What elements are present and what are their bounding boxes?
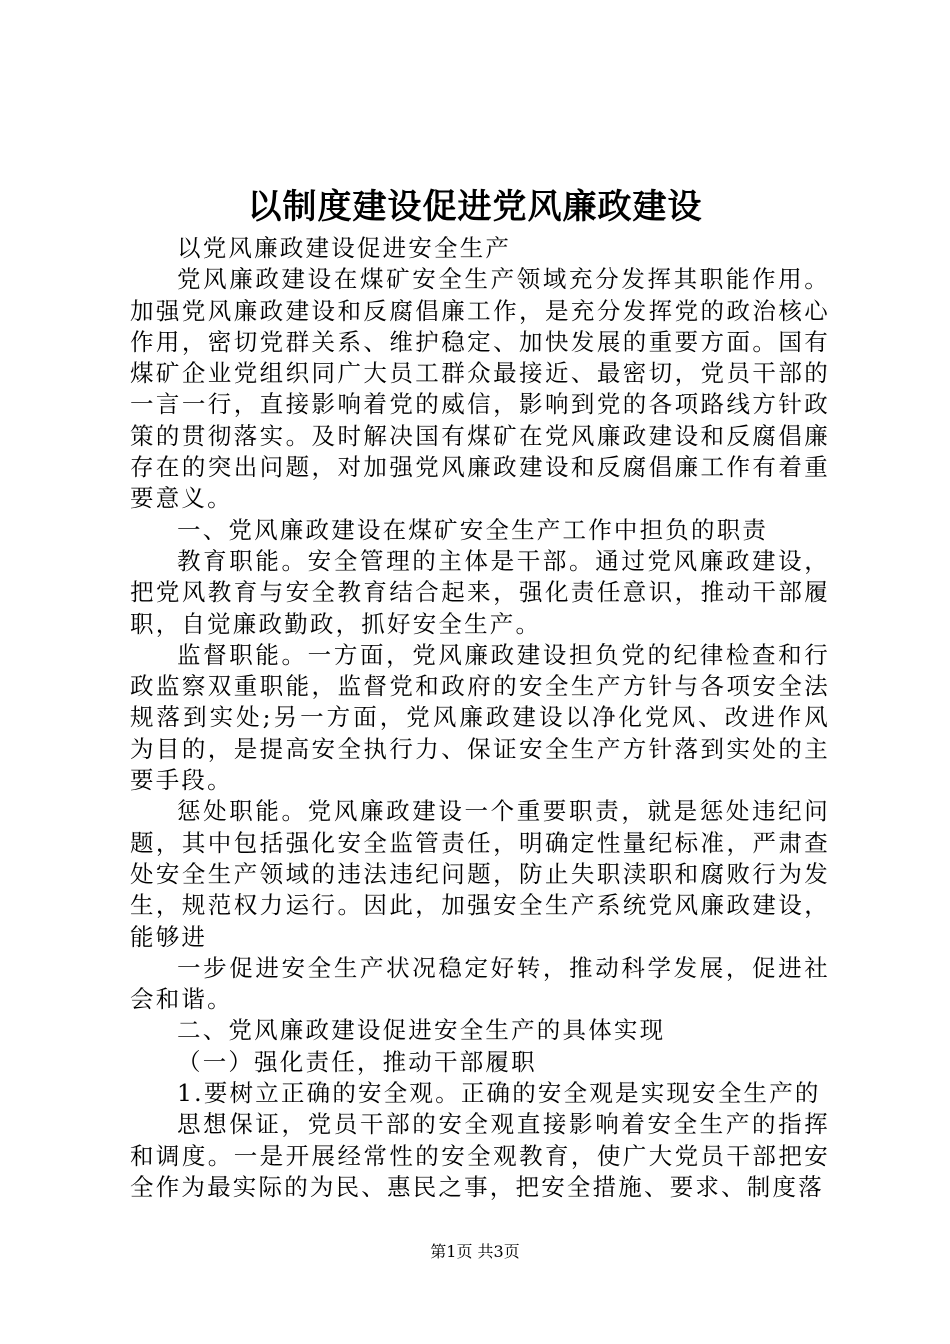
paragraph: 1.要树立正确的安全观。正确的安全观是实现安全生产的 xyxy=(177,1079,821,1108)
section-heading: 二、党风廉政建设促进安全生产的具体实现 xyxy=(177,1016,666,1045)
paragraph: 监督职能。一方面，党风廉政建设担负党的纪律检查和行政监察双重职能，监督党和政府的安全生产方针与各项安全法规落到实处;另一方面，党风廉政建设以净化党风、改进作风为目的，是提高安全执行力、保证安全生产方针落到实处的主要手段。 xyxy=(130,640,830,795)
paragraph: 教育职能。安全管理的主体是干部。通过党风廉政建设，把党风教育与安全教育结合起来，强化责任意识，推动干部履职，自觉廉政勤政，抓好安全生产。 xyxy=(130,546,830,638)
paragraph: 党风廉政建设在煤矿安全生产领域充分发挥其职能作用。加强党风廉政建设和反腐倡廉工作，是充分发挥党的政治核心作用，密切党群关系、维护稳定、加快发展的重要方面。国有煤矿企业党组织同广大员工群众最接近、最密切，党员干部的一言一行，直接影响着党的威信，影响到党的各项路线方针政策的贯彻落实。及时解决国有煤矿在党风廉政建设和反腐倡廉存在的突出问题，对加强党风廉政建设和反腐倡廉工作有着重要意义。 xyxy=(130,265,830,513)
section-heading: 一、党风廉政建设在煤矿安全生产工作中担负的职责 xyxy=(177,515,769,544)
page-footer: 第1页 共3页 xyxy=(430,1242,520,1261)
paragraph: 惩处职能。党风廉政建设一个重要职责，就是惩处违纪问题，其中包括强化安全监管责任，明确定性量纪标准，严肃查处安全生产领域的违法违纪问题，防止失职渎职和腐败行为发生，规范权力运行。因此，加强安全生产系统党风廉政建设，能够进 xyxy=(130,797,830,951)
paragraph: 一步促进安全生产状况稳定好转，推动科学发展，促进社会和谐。 xyxy=(130,953,830,1014)
paragraph: 思想保证，党员干部的安全观直接影响着安全生产的指挥和调度。一是开展经常性的安全观教育，使广大党员干部把安全作为最实际的为民、惠民之事，把安全措施、要求、制度落 xyxy=(130,1110,830,1201)
paragraph: 以党风廉政建设促进安全生产 xyxy=(177,234,512,262)
subsection-heading: （一）强化责任，推动干部履职 xyxy=(177,1047,537,1076)
document-body xyxy=(130,233,830,1203)
document-title: 以制度建设促进党风廉政建设 xyxy=(247,187,703,227)
